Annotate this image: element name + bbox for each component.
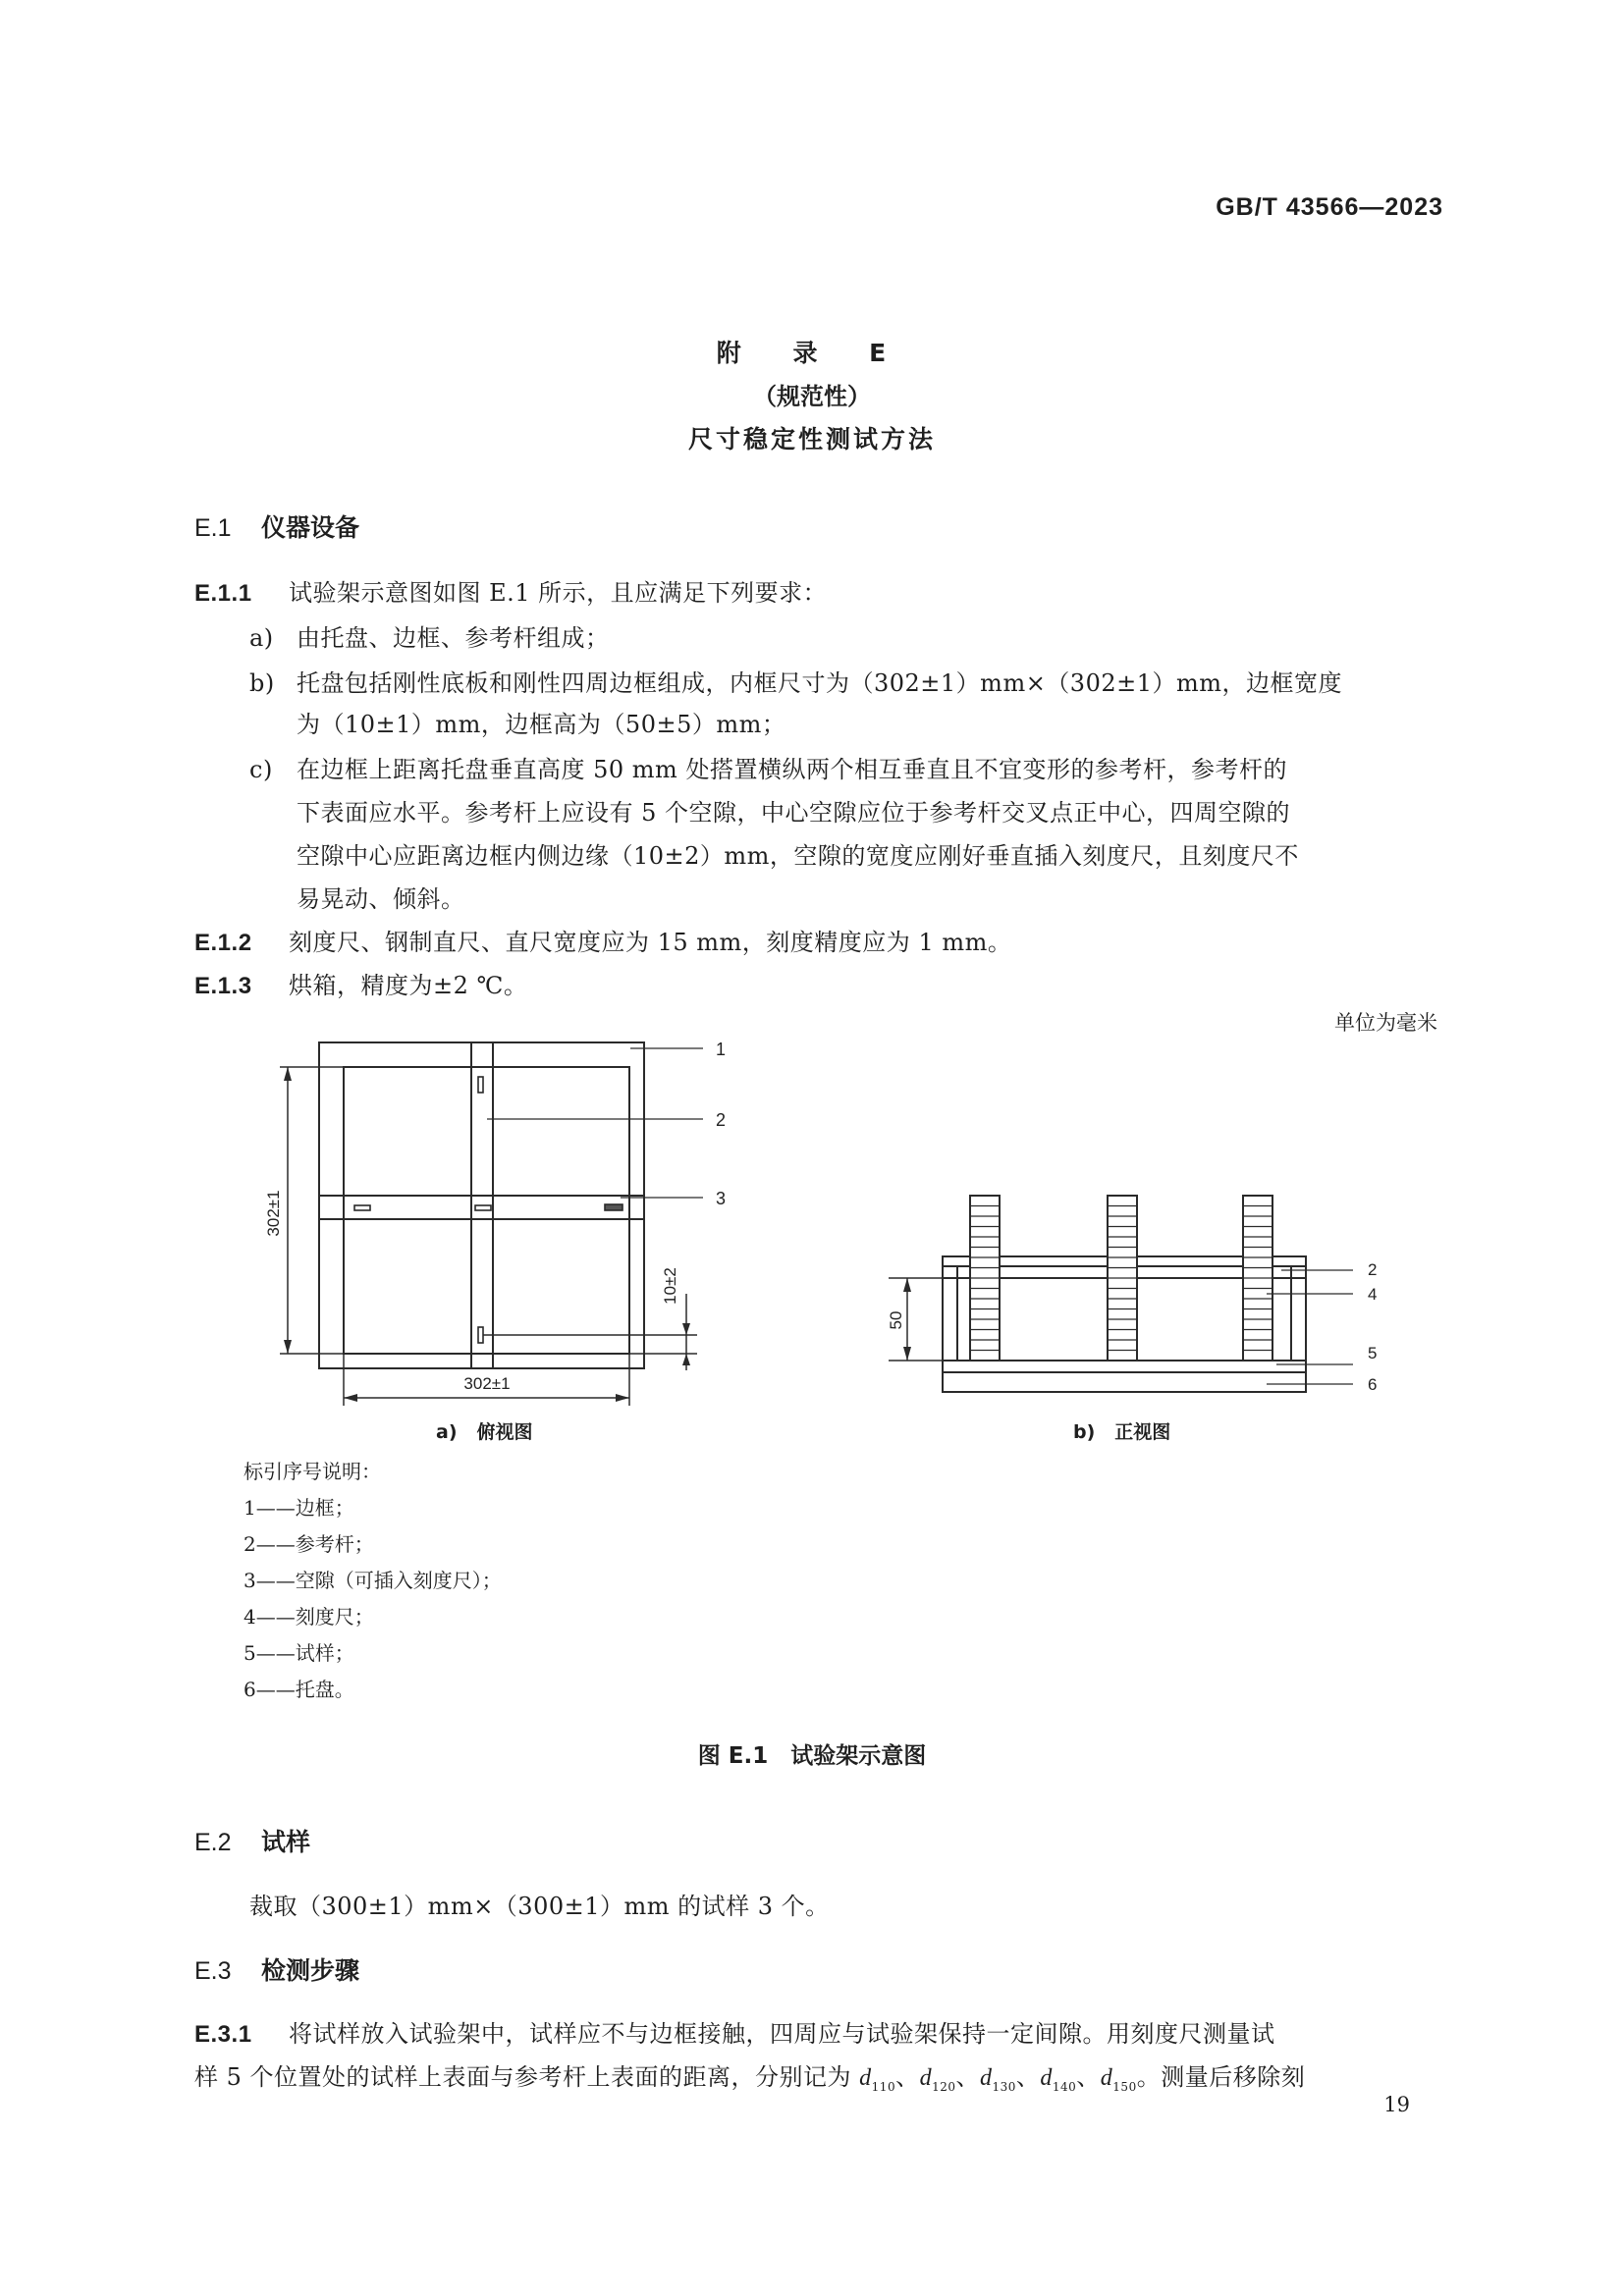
list-text-continued: 为（10±1）mm，边框高为（50±5）mm； bbox=[297, 711, 786, 738]
list-text: 在边框上距离托盘垂直高度 50 mm 处搭置横纵两个相互垂直且不宜变形的参考杆，参考杆的 bbox=[297, 756, 1287, 783]
callout-leaders-top bbox=[487, 1048, 703, 1198]
legend-item: 2——参考杆； bbox=[244, 1532, 374, 1556]
standard-number: GB/T 43566—2023 bbox=[1216, 193, 1443, 221]
subscript: 110 bbox=[871, 2079, 896, 2094]
appendix-title: 附 录 E bbox=[716, 339, 908, 367]
subscript: 120 bbox=[932, 2079, 956, 2094]
dim-label-height: 302±1 bbox=[264, 1190, 283, 1237]
section-number: E.1 bbox=[194, 514, 232, 542]
slot-right bbox=[605, 1204, 623, 1210]
section-title: 仪器设备 bbox=[261, 513, 360, 542]
subfig-title: 俯视图 bbox=[476, 1421, 533, 1443]
subfig-title: 正视图 bbox=[1114, 1421, 1171, 1443]
symbol-d: d bbox=[1100, 2065, 1113, 2091]
list-text-continued: 空隙中心应距离边框内侧边缘（10±2）mm，空隙的宽度应刚好垂直插入刻度尺，且刻度尺不 bbox=[297, 842, 1299, 870]
clause-e31 bbox=[194, 2014, 1275, 2049]
clause-number: E.1.2 bbox=[194, 930, 252, 956]
slots bbox=[354, 1077, 623, 1343]
section-title: 检测步骤 bbox=[261, 1956, 360, 1985]
clause-text: 烘箱，精度为±2 ℃。 bbox=[289, 972, 528, 999]
clause-e31-line2 bbox=[194, 2057, 1305, 2094]
symbol-d: d bbox=[979, 2065, 993, 2091]
symbol-d: d bbox=[1040, 2065, 1053, 2091]
page-number: 19 bbox=[1383, 2093, 1410, 2116]
separator: 、 bbox=[1076, 2063, 1101, 2091]
subfig-a-label bbox=[436, 1417, 533, 1444]
section-number: E.2 bbox=[194, 1829, 232, 1856]
sample-text: 裁取（300±1）mm×（300±1）mm 的试样 3 个。 bbox=[249, 1893, 830, 1920]
list-text-continued: 下表面应水平。参考杆上应设有 5 个空隙，中心空隙应位于参考杆交叉点正中心，四周空隙的 bbox=[297, 799, 1291, 827]
symbol-d: d bbox=[859, 2065, 872, 2091]
clause-text: 样 5 个位置处的试样上表面与参考杆上表面的距离，分别记为 bbox=[194, 2063, 852, 2091]
legend-item: 4——刻度尺； bbox=[244, 1605, 374, 1629]
clause-number: E.1.3 bbox=[194, 973, 252, 999]
legend-item: 1——边框； bbox=[244, 1496, 354, 1520]
subfig-letter: b) bbox=[1073, 1421, 1096, 1443]
list-text-continued: 易晃动、倾斜。 bbox=[297, 885, 465, 913]
figure-caption: 图 E.1 试验架示意图 bbox=[697, 1743, 927, 1769]
callout-front-5: 5 bbox=[1368, 1344, 1378, 1362]
slot-left bbox=[354, 1205, 370, 1210]
subfig-b-label bbox=[1073, 1417, 1170, 1444]
slot-top bbox=[478, 1077, 483, 1093]
section-title: 试样 bbox=[261, 1828, 311, 1856]
callout-front-2: 2 bbox=[1368, 1260, 1378, 1279]
section-e3-heading bbox=[194, 1951, 359, 1987]
symbol-d: d bbox=[919, 2065, 933, 2091]
dim-label-front-height: 50 bbox=[887, 1310, 905, 1330]
callout-leaders-front bbox=[1267, 1270, 1353, 1384]
legend-item: 5——试样； bbox=[244, 1641, 354, 1665]
clause-text: 刻度尺、钢制直尺、直尺宽度应为 15 mm，刻度精度应为 1 mm。 bbox=[289, 929, 1012, 956]
callout-front-6: 6 bbox=[1368, 1375, 1378, 1394]
list-label: c) bbox=[249, 756, 273, 783]
slot-bottom bbox=[478, 1327, 483, 1343]
clause-number: E.1.1 bbox=[194, 580, 252, 607]
separator: 、 bbox=[895, 2063, 920, 2091]
subscript: 140 bbox=[1052, 2079, 1077, 2094]
list-text: 由托盘、边框、参考杆组成； bbox=[297, 624, 610, 652]
subscript: 150 bbox=[1112, 2079, 1137, 2094]
list-label: a) bbox=[249, 624, 274, 652]
section-e2-heading bbox=[194, 1823, 310, 1858]
unit-note: 单位为毫米 bbox=[1334, 1011, 1437, 1035]
callout-front-4: 4 bbox=[1368, 1285, 1378, 1304]
subscript: 130 bbox=[992, 2079, 1016, 2094]
separator: 、 bbox=[1015, 2063, 1041, 2091]
callout-3: 3 bbox=[716, 1189, 727, 1208]
legend-item: 3——空隙（可插入刻度尺）； bbox=[244, 1569, 502, 1592]
clause-text: 将试样放入试验架中，试样应不与边框接触，四周应与试验架保持一定间隙。用刻度尺测量试 bbox=[289, 2020, 1275, 2048]
dim-label-width: 302±1 bbox=[463, 1374, 511, 1393]
legend-title: 标引序号说明： bbox=[244, 1460, 381, 1483]
slot-center bbox=[475, 1205, 491, 1210]
list-label: b) bbox=[249, 669, 275, 697]
clause-number: E.3.1 bbox=[194, 2021, 252, 2048]
subfig-letter: a) bbox=[436, 1421, 458, 1443]
list-text: 托盘包括刚性底板和刚性四周边框组成，内框尺寸为（302±1）mm×（302±1）mm，边框宽度 bbox=[297, 669, 1343, 697]
appendix-name: 尺寸稳定性测试方法 bbox=[687, 425, 936, 454]
callout-2: 2 bbox=[716, 1110, 727, 1130]
dim-label-gap: 10±2 bbox=[661, 1267, 679, 1305]
dimension-height bbox=[280, 1067, 344, 1354]
appendix-type: （规范性） bbox=[753, 383, 871, 410]
legend-item: 6——托盘。 bbox=[244, 1678, 354, 1701]
separator: 、 bbox=[955, 2063, 980, 2091]
clause-text: 。测量后移除刻 bbox=[1136, 2063, 1306, 2091]
clause-text: 试验架示意图如图 E.1 所示，且应满足下列要求： bbox=[289, 579, 828, 607]
section-number: E.3 bbox=[194, 1957, 232, 1985]
callout-1: 1 bbox=[716, 1040, 727, 1059]
